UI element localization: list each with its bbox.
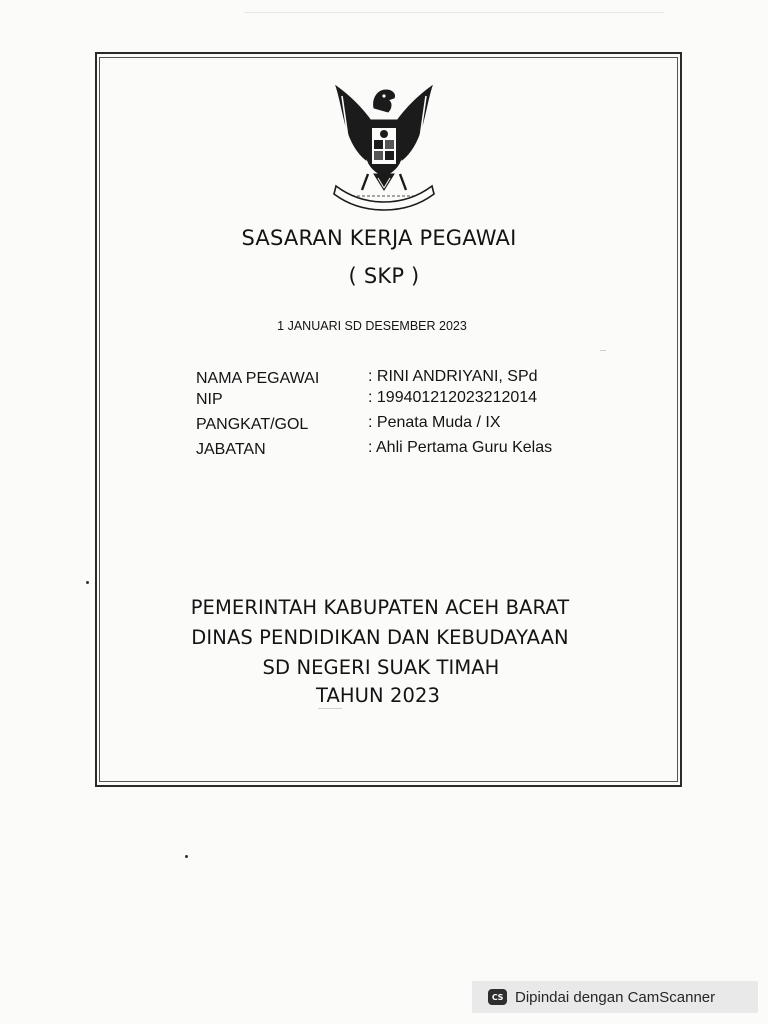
document-title: SASARAN KERJA PEGAWAI bbox=[241, 226, 517, 250]
document-subtitle: ( SKP ) bbox=[348, 264, 420, 288]
watermark-text: Dipindai dengan CamScanner bbox=[515, 988, 716, 1006]
field-label-pangkat: PANGKAT/GOL bbox=[196, 416, 309, 433]
field-label-nama: NAMA PEGAWAI bbox=[196, 370, 320, 387]
institution-department: DINAS PENDIDIKAN DAN KEBUDAYAAN bbox=[191, 626, 569, 649]
field-value-pangkat: : Penata Muda / IX bbox=[368, 414, 501, 431]
camscanner-watermark bbox=[472, 981, 758, 1013]
scan-mark bbox=[600, 350, 606, 351]
field-label-jabatan: JABATAN bbox=[196, 441, 266, 458]
institution-school: SD NEGERI SUAK TIMAH bbox=[262, 656, 500, 679]
scan-mark bbox=[244, 12, 664, 13]
field-value-jabatan: : Ahli Pertama Guru Kelas bbox=[368, 439, 553, 456]
institution-year: TAHUN 2023 bbox=[315, 684, 441, 707]
scan-speck bbox=[185, 855, 188, 858]
field-value-nama: : RINI ANDRIYANI, SPd bbox=[368, 368, 538, 385]
period-text: 1 JANUARI SD DESEMBER 2023 bbox=[277, 319, 467, 333]
scan-mark bbox=[318, 708, 342, 709]
garuda-emblem-icon bbox=[322, 78, 446, 212]
camscanner-logo-icon: CS bbox=[488, 989, 507, 1005]
institution-government: PEMERINTAH KABUPATEN ACEH BARAT bbox=[190, 596, 570, 619]
field-value-nip: : 199401212023212014 bbox=[368, 389, 538, 406]
field-label-nip: NIP bbox=[196, 391, 223, 408]
scan-speck bbox=[86, 581, 89, 584]
